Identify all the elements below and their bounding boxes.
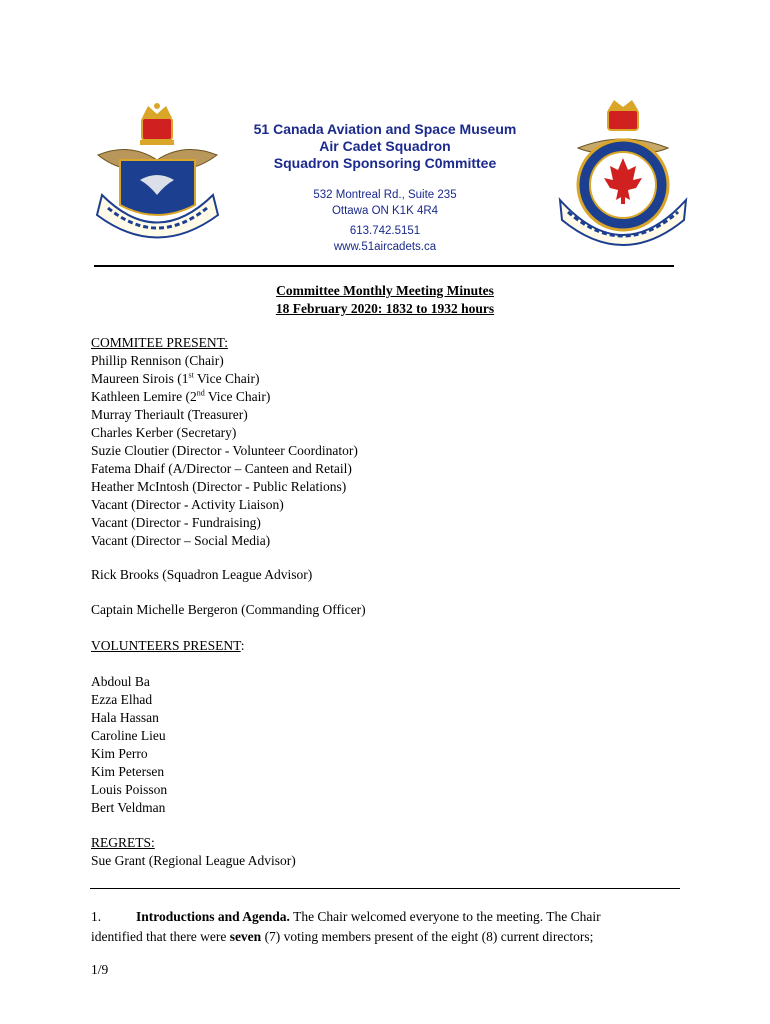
- member-public-relations: Heather McIntosh (Director - Public Relations): [91, 479, 347, 494]
- volunteer-name: Kim Perro: [91, 746, 148, 761]
- volunteer-name: Kim Petersen: [91, 764, 165, 779]
- volunteer-name: Hala Hassan: [91, 710, 159, 725]
- member-secretary: Charles Kerber (Secretary): [91, 425, 237, 440]
- regrets-section: [91, 834, 296, 870]
- item-text-2b: (7) voting members present of the eight (8) current directors;: [261, 929, 594, 944]
- contact-block: [190, 223, 580, 255]
- volunteers-list: [91, 673, 167, 817]
- member-first-vice-chair-text: Maureen Sirois (1: [91, 371, 189, 386]
- agenda-item-1-line-2: [91, 927, 691, 947]
- phone-number: 613.742.5151: [349, 225, 421, 237]
- member-chair: Phillip Rennison (Chair): [91, 353, 224, 368]
- commanding-officer: Captain Michelle Bergeron (Commanding Officer): [91, 602, 366, 617]
- item-text-2a: identified that there were: [91, 929, 230, 944]
- regrets-heading: REGRETS:: [91, 835, 155, 850]
- address-line-2: Ottawa ON K1K 4R4: [331, 205, 439, 217]
- item-number: 1.: [91, 909, 102, 924]
- agenda-item-1: [91, 907, 691, 947]
- address-line-1: 532 Montreal Rd., Suite 235: [313, 189, 457, 201]
- league-advisor: Rick Brooks (Squadron League Advisor): [91, 567, 313, 582]
- regrets-name: Sue Grant (Regional League Advisor): [91, 853, 296, 868]
- volunteer-name: Abdoul Ba: [91, 674, 150, 689]
- volunteer-name: Louis Poisson: [91, 782, 168, 797]
- volunteers-heading: [91, 637, 244, 655]
- meeting-title: [190, 282, 580, 318]
- volunteer-name: Bert Veldman: [91, 800, 166, 815]
- member-volunteer-coordinator: Suzie Cloutier (Director - Volunteer Coordinator): [91, 443, 358, 458]
- header-divider: [94, 265, 674, 267]
- website-link: www.51aircadets.ca: [333, 241, 437, 253]
- member-first-vice-chair-tail: Vice Chair): [193, 371, 260, 386]
- superscript-nd: nd: [196, 388, 205, 398]
- item-title: Introductions and Agenda.: [136, 909, 290, 924]
- item-bold-word: seven: [229, 929, 262, 944]
- member-second-vice-chair-text: Kathleen Lemire (2: [91, 389, 197, 404]
- member-first-vice-chair: [91, 370, 358, 388]
- agenda-item-1-line-1: [91, 907, 691, 927]
- item-text-1: The Chair welcomed everyone to the meeting. The Chair: [289, 909, 601, 924]
- org-title-line-3: Squadron Sponsoring C0mmittee: [273, 155, 497, 171]
- member-second-vice-chair-tail: Vice Chair): [204, 389, 271, 404]
- member-fundraising: Vacant (Director - Fundraising): [91, 515, 261, 530]
- member-social-media: Vacant (Director – Social Media): [91, 533, 271, 548]
- page-number: 1/9: [91, 962, 109, 977]
- volunteer-name: Ezza Elhad: [91, 692, 153, 707]
- organization-title: [190, 121, 580, 172]
- org-title-line-2: Air Cadet Squadron: [319, 138, 451, 154]
- member-treasurer: Murray Theriault (Treasurer): [91, 407, 248, 422]
- member-canteen-retail: Fatema Dhaif (A/Director – Canteen and Retail): [91, 461, 352, 476]
- committee-section: [91, 334, 358, 550]
- volunteers-heading-text: VOLUNTEERS PRESENT: [91, 638, 241, 653]
- minutes-title: Committee Monthly Meeting Minutes: [276, 283, 494, 298]
- member-second-vice-chair: [91, 388, 358, 406]
- address-block: [190, 187, 580, 219]
- member-activity-liaison: Vacant (Director - Activity Liaison): [91, 497, 284, 512]
- superscript-st: st: [188, 370, 194, 380]
- org-title-line-1: 51 Canada Aviation and Space Museum: [253, 121, 517, 137]
- meeting-date: 18 February 2020: 1832 to 1932 hours: [275, 301, 495, 316]
- committee-heading: COMMITEE PRESENT:: [91, 335, 228, 350]
- section-divider: [90, 888, 680, 889]
- volunteers-heading-colon: :: [240, 638, 245, 653]
- volunteer-name: Caroline Lieu: [91, 728, 166, 743]
